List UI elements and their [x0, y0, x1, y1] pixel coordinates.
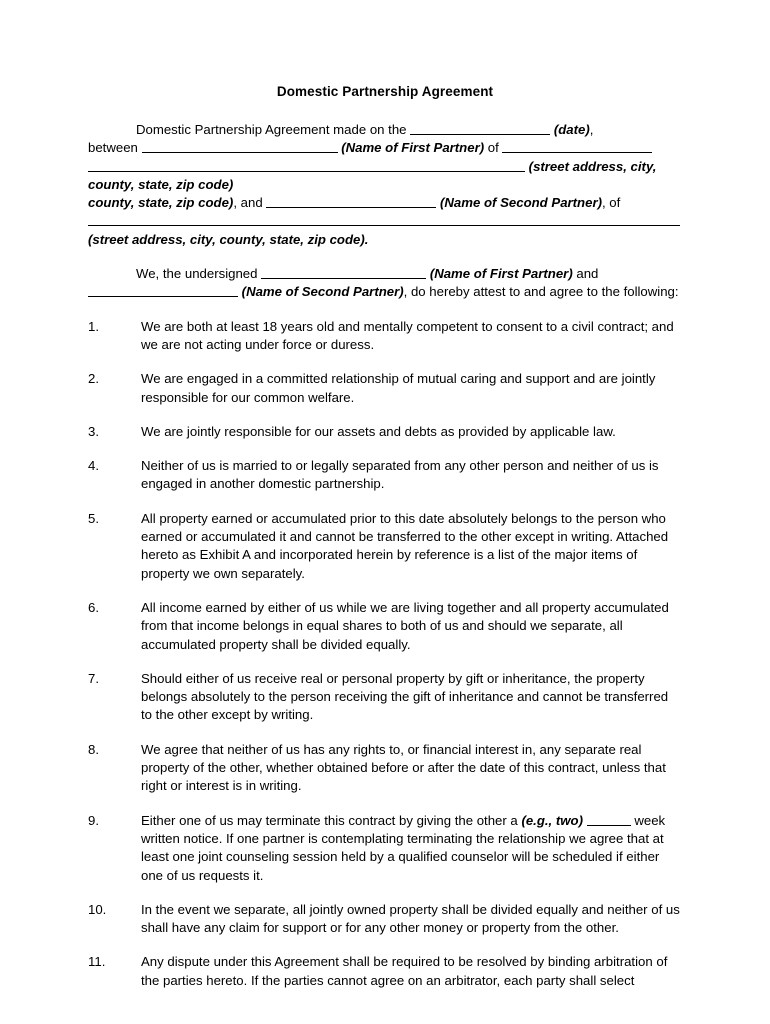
clause-number: 11.: [88, 954, 106, 970]
intro-lead: Domestic Partnership Agreement made on the: [136, 122, 407, 137]
list-item-9: [88, 812, 682, 885]
clause-9-part2: week written notice. If one partner is contemplating terminating the relationship we agree that at least one joint counseling session held by a qualified counselor will be scheduled if either one of us requests it.: [141, 812, 666, 883]
date-label: (date): [553, 122, 590, 137]
clause-text: All income earned by either of us while we are living together and all property accumulated from that income belongs in equal shares to both of us and should we separate, all accumulated property shall be divided equally.: [141, 599, 669, 652]
of-label-1: of: [487, 140, 499, 156]
clause-text: In the event we separate, all jointly owned property shall be divided equally and neither of us shall have any claim for support or for any other money or property from the other.: [141, 901, 680, 936]
list-item: [88, 953, 682, 990]
clause-text: Should either of us receive real or personal property by gift or inheritance, the property belongs absolutely to the person receiving the gift of inheritance and cannot be transferred to the other except by writing.: [141, 670, 669, 723]
address-blank-2[interactable]: [88, 212, 680, 226]
clause-number: 4.: [88, 458, 99, 474]
clause-text: We are both at least 18 years old and mentally competent to consent to a civil contract; and we are not acting under force or duress.: [141, 318, 674, 352]
attest-tail: , do hereby attest to and agree to the following:: [403, 284, 679, 300]
clause-text-9: [141, 812, 682, 885]
date-blank[interactable]: [410, 121, 550, 135]
and-label: , and: [233, 195, 263, 211]
clause-list: [88, 318, 682, 990]
list-item: [88, 370, 682, 407]
clause-text: Neither of us is married to or legally separated from any other person and neither of us is engaged in another domestic partnership.: [141, 458, 659, 492]
clause-text: We are jointly responsible for our assets and debts as provided by applicable law.: [141, 423, 616, 439]
clause-number: 8.: [88, 741, 99, 757]
clause-number: 1.: [88, 318, 99, 334]
list-item: [88, 318, 682, 355]
weeks-blank[interactable]: [587, 812, 631, 826]
page-title: Domestic Partnership Agreement: [276, 84, 494, 99]
list-item: [88, 423, 682, 441]
attest-and: and: [576, 266, 599, 282]
second-partner-blank-2[interactable]: [88, 283, 238, 297]
first-partner-label-1: (Name of First Partner): [341, 140, 485, 156]
clause-number: 7.: [88, 670, 99, 686]
address-label-1-cont: county, state, zip code): [88, 195, 234, 211]
clause-text: Any dispute under this Agreement shall be required to be resolved by binding arbitration of the parties hereto. If the parties cannot agree on an arbitrator, each party shall select: [141, 954, 668, 988]
clause-text: We are engaged in a committed relationship of mutual caring and support and are jointly responsible for our common welfare.: [141, 371, 656, 405]
address-label-2: (street address, city, county, state, zip code).: [88, 231, 369, 247]
clause-number: 6.: [88, 599, 99, 615]
first-partner-blank-1[interactable]: [142, 139, 338, 153]
list-item: [88, 901, 682, 938]
first-partner-blank-2[interactable]: [261, 265, 426, 279]
clause-text: All property earned or accumulated prior to this date absolutely belongs to the person who earned or accumulated it and cannot be transferred to the other except in writing. Attached hereto as Exhibit A and incorporated herein by reference is a list of the major items of property we own separately.: [141, 510, 669, 581]
address-label-1: (street address, city, county, state, zip code): [88, 158, 657, 192]
list-item: [88, 457, 682, 494]
attest-paragraph: [88, 265, 682, 302]
list-item: [88, 670, 682, 725]
clause-9-emphasis: (e.g., two): [521, 812, 583, 828]
address-blank-1a[interactable]: [502, 139, 652, 153]
list-item: [88, 741, 682, 796]
first-partner-label-2: (Name of First Partner): [429, 266, 573, 282]
address-blank-1b[interactable]: [88, 158, 525, 172]
clause-number: 2.: [88, 371, 99, 387]
clause-text: We agree that neither of us has any rights to, or financial interest in, any separate real property of the other, whether obtained before or after the date of this contract, unless that right or interest is in writing.: [141, 741, 666, 794]
clause-number: 10.: [88, 901, 107, 917]
of-label-2: , of: [601, 195, 621, 211]
list-item: [88, 599, 682, 654]
list-item: [88, 510, 682, 583]
second-partner-blank-1[interactable]: [266, 194, 436, 208]
intro-paragraph: Domestic Partnership Agreement made on the (date), between (Name of First Partner) of (street address, city, county, state, zip code) county, state, zip code), and (Name of Second Partner), of (street address, city, county, state, zip code).: [88, 121, 682, 249]
clause-number: 9.: [88, 812, 99, 828]
attest-lead: We, the undersigned: [136, 266, 258, 282]
second-partner-label-2: (Name of Second Partner): [241, 284, 404, 300]
second-partner-label-1: (Name of Second Partner): [440, 195, 602, 211]
between-label: between: [88, 140, 138, 156]
clause-number: 3.: [88, 423, 99, 439]
clause-9-part1: Either one of us may terminate this contract by giving the other a: [141, 812, 518, 828]
clause-number: 5.: [88, 510, 99, 526]
